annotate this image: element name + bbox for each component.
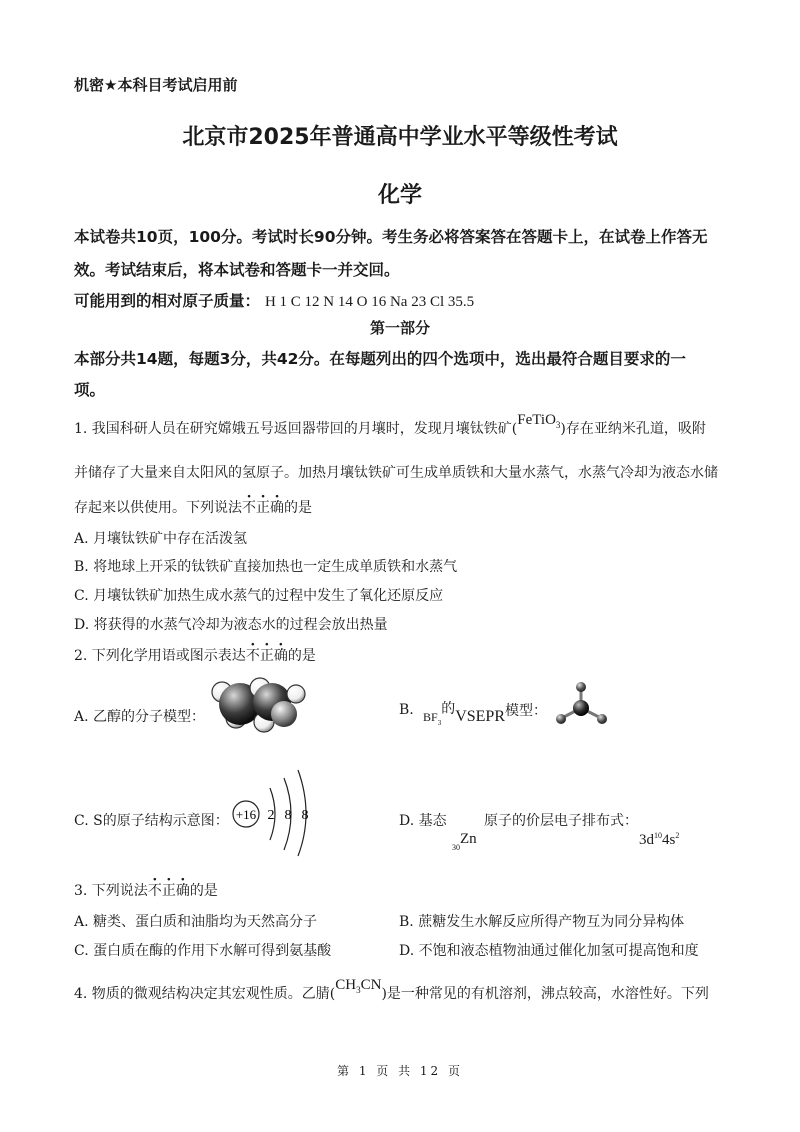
- atomic-mass-line: [74, 289, 474, 311]
- emphasis-char: 确: [175, 883, 190, 899]
- emphasis-char: 确: [273, 648, 288, 664]
- emphasis-char: 正: [259, 648, 274, 664]
- q2-text-a: 2. 下列化学用语或图示表达: [74, 648, 246, 664]
- q1-stem-line-3: [74, 497, 312, 517]
- q2-option-b-label: B.: [399, 702, 414, 718]
- q4-text-a: 4. 物质的微观结构决定其宏观性质。乙腈(: [74, 986, 336, 1002]
- q1-option-d: D. 将获得的水蒸气冷却为液态水的过程会放出热量: [74, 617, 388, 633]
- q1-stem-line-1: [74, 412, 706, 439]
- emphasis-char: 不: [245, 648, 260, 664]
- config-4s-count: 2: [675, 831, 680, 840]
- q1-formula: [517, 412, 560, 428]
- config-3d-count: 10: [654, 831, 662, 840]
- vsepr-text: VSEPR: [455, 708, 505, 725]
- formula-cn: CN: [360, 977, 382, 993]
- intro-line-1: 本试卷共10页，100分。考试时长90分钟。考生务必将答案答在答题卡上，在试卷上作答无: [74, 228, 708, 246]
- emphasis-char: 不: [147, 883, 162, 899]
- q1-text-a: 1. 我国科研人员在研究嫦娥五号返回器带回的月壤时，发现月壤钛铁矿(: [74, 421, 518, 437]
- q3-option-d: D. 不饱和液态植物油通过催化加氢可提高饱和度: [399, 943, 699, 959]
- q1-option-c: C. 月壤钛铁矿加热生成水蒸气的过程中发生了氧化还原反应: [74, 588, 444, 604]
- nucleus-charge: +16: [235, 807, 257, 822]
- q3-text-b: 的是: [189, 883, 218, 899]
- shell-electrons-3: 8: [301, 808, 309, 823]
- exam-title: 北京市2025年普通高中学业水平等级性考试: [182, 125, 618, 150]
- shell-electrons-1: 2: [267, 808, 275, 823]
- q2-option-c: C. S的原子结构示意图：: [74, 813, 229, 829]
- q2-option-d: D. 基态: [399, 813, 447, 829]
- emphasis-char: 正: [161, 883, 176, 899]
- q1-option-a: A. 月壤钛铁矿中存在活泼氢: [74, 531, 248, 547]
- bf3-formula: BF: [423, 710, 438, 724]
- shell-electrons-2: 8: [284, 808, 292, 823]
- q2-option-a: A. 乙醇的分子模型：: [74, 709, 206, 725]
- q1-text-b: )存在亚纳米孔道，吸附: [560, 421, 706, 437]
- q3-text-a: 3. 下列说法: [74, 883, 148, 899]
- q2-option-d-tail: 原子的价层电子排布式：: [484, 813, 638, 829]
- config-3d: 3d: [639, 832, 654, 848]
- intro-line-2: 效。考试结束后，将本试卷和答题卡一并交回。: [74, 261, 400, 279]
- q3-option-a: A. 糖类、蛋白质和油脂均为天然高分子: [74, 914, 318, 930]
- q3-option-b: B. 蔗糖发生水解反应所得产物互为同分异构体: [399, 914, 685, 930]
- formula-ch: CH: [335, 977, 357, 993]
- q1-formula-sub: 3: [555, 420, 561, 430]
- part-instruction-line-1: 本部分共14题，每题3分，共42分。在每题列出的四个选项中，选出最符合题目要求的一: [74, 350, 686, 368]
- subject-title: 化学: [377, 183, 422, 208]
- emphasis-char: 正: [256, 500, 270, 516]
- bf3-sub: 3: [437, 718, 442, 727]
- bf3-vsepr-model: [553, 680, 611, 730]
- q2-text-b: 的是: [287, 648, 316, 664]
- q4-text-b: )是一种常见的有机溶剂，沸点较高，水溶性好。下列: [381, 986, 709, 1002]
- q3-stem: [74, 880, 218, 900]
- page-number: 第 1 页 共 12 页: [337, 1064, 463, 1078]
- zinc-element: Zn: [460, 831, 477, 847]
- zinc-atomic-number: 30: [452, 843, 460, 852]
- part-instruction-line-2: 项。: [74, 381, 106, 399]
- part-heading: 第一部分: [369, 319, 430, 337]
- q1-text-d: 的是: [284, 500, 312, 516]
- formula-sub: 3: [356, 985, 361, 995]
- config-4s: 4s: [662, 832, 676, 848]
- ethanol-molecule-model: [202, 670, 306, 734]
- q1-stem-line-2: 并储存了大量来自太阳风的氢原子。加热月壤钛铁矿可生成单质铁和大量水蒸气，水蒸气冷却为液态水储: [74, 465, 718, 481]
- q1-formula-main: FeTiO: [517, 412, 556, 428]
- q3-option-c: C. 蛋白质在酶的作用下水解可得到氨基酸: [74, 943, 332, 959]
- atomic-mass-values: H 1 C 12 N 14 O 16 Na 23 Cl 35.5: [264, 294, 475, 310]
- emphasis-char: 不: [242, 500, 256, 516]
- q2-stem: [74, 645, 316, 665]
- emphasis-char: 确: [270, 500, 284, 516]
- q1-option-b: B. 将地球上开采的钛铁矿直接加热也一定生成单质铁和水蒸气: [74, 559, 458, 575]
- model-label: 模型：: [504, 703, 547, 719]
- confidential-label: 机密★本科目考试启用前: [74, 76, 238, 94]
- sulfur-atom-structure-diagram: [228, 766, 316, 858]
- zinc-valence-configuration: [639, 831, 679, 849]
- zinc-symbol: [452, 830, 477, 852]
- q4-stem-line-1: [74, 977, 709, 1004]
- q2-option-b: [423, 701, 547, 727]
- q1-text-c: 存起来以供使用。下列说法: [74, 500, 242, 516]
- de-char: 的: [441, 701, 456, 717]
- atomic-mass-label: 可能用到的相对原子质量：: [74, 292, 261, 310]
- acetonitrile-formula: [335, 977, 381, 993]
